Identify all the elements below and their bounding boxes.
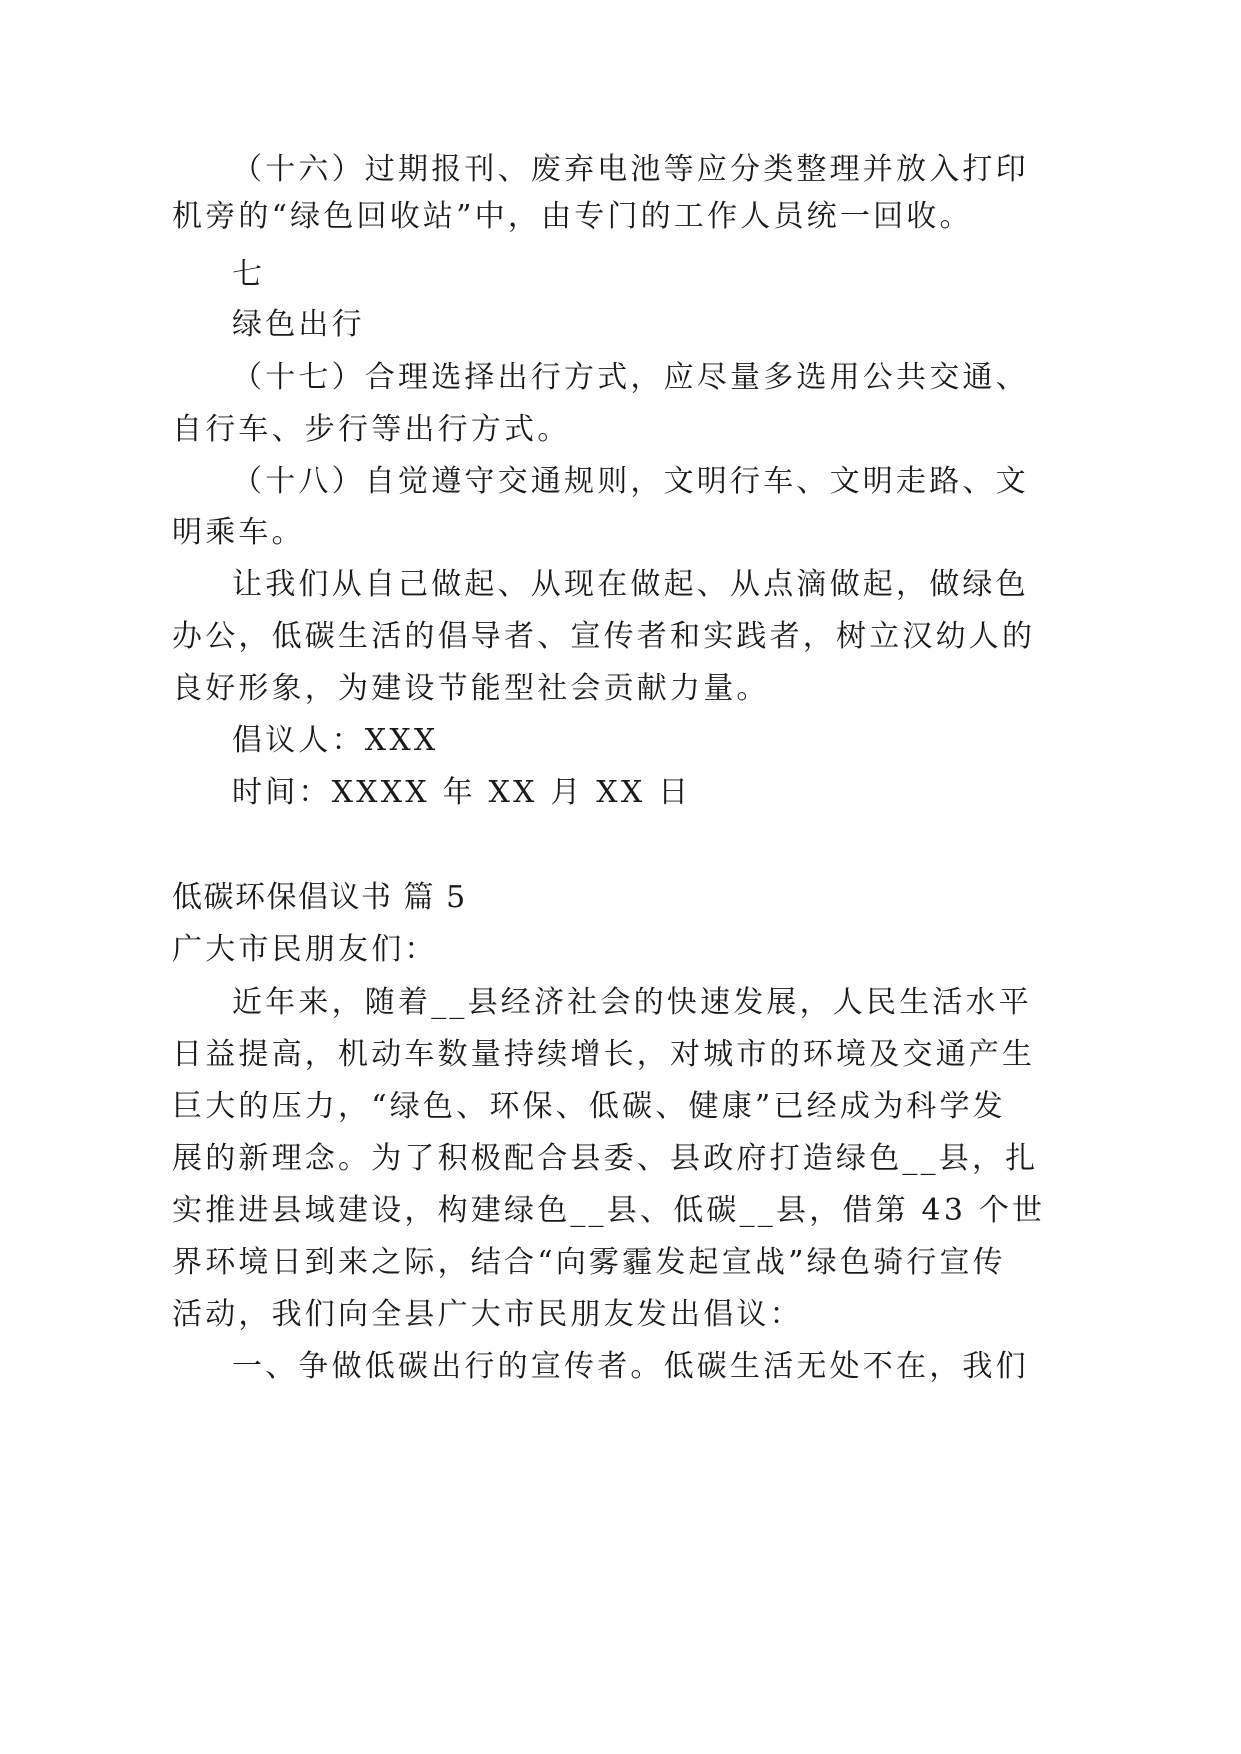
intro-paragraph-line-5: 实推进县域建设，构建绿色__县、低碳__县，借第 43 个世 [172,1193,1046,1228]
paragraph-16-line-1: （十六）过期报刊、废弃电池等应分类整理并放入打印 [232,152,1029,187]
point-1-line-1: 一、争做低碳出行的宣传者。低碳生活无处不在，我们 [232,1349,1029,1384]
paragraph-18-line-1: （十八）自觉遵守交通规则，文明行车、文明走路、文 [232,464,1029,499]
intro-paragraph-line-7: 活动，我们向全县广大市民朋友发出倡议： [172,1297,803,1332]
paragraph-17-line-2: 自行车、步行等出行方式。 [172,412,571,447]
salutation: 广大市民朋友们： [172,932,438,967]
intro-paragraph-line-6: 界环境日到来之际，结合“向雾霾发起宣战”绿色骑行宣传 [172,1245,1006,1280]
intro-paragraph-line-3: 巨大的压力，“绿色、环保、低碳、健康”已经成为科学发 [172,1089,1006,1124]
intro-paragraph-line-2: 日益提高，机动车数量持续增长，对城市的环境及交通产生 [172,1037,1036,1072]
date-line: 时间：XXXX 年 XX 月 XX 日 [232,775,692,810]
closing-paragraph-line-2: 办公，低碳生活的倡导者、宣传者和实践者，树立汉幼人的 [172,619,1036,654]
paragraph-18-line-2: 明乘车。 [172,515,305,550]
closing-paragraph-line-3: 良好形象，为建设节能型社会贡献力量。 [172,671,770,706]
paragraph-17-line-1: （十七）合理选择出行方式，应尽量多选用公共交通、 [232,360,1029,395]
paragraph-16-line-2: 机旁的“绿色回收站”中，由专门的工作人员统一回收。 [172,199,973,234]
initiator-line: 倡议人：XXX [232,723,439,758]
section-title-green-travel: 绿色出行 [232,307,365,342]
article-5-heading: 低碳环保倡议书 篇 5 [172,880,467,915]
intro-paragraph-line-4: 展的新理念。为了积极配合县委、县政府打造绿色__县，扎 [172,1141,1039,1176]
closing-paragraph-line-1: 让我们从自己做起、从现在做起、从点滴做起，做绿色 [232,567,1029,602]
section-number-7: 七 [232,257,266,292]
intro-paragraph-line-1: 近年来，随着__县经济社会的快速发展，人民生活水平 [232,985,1032,1020]
